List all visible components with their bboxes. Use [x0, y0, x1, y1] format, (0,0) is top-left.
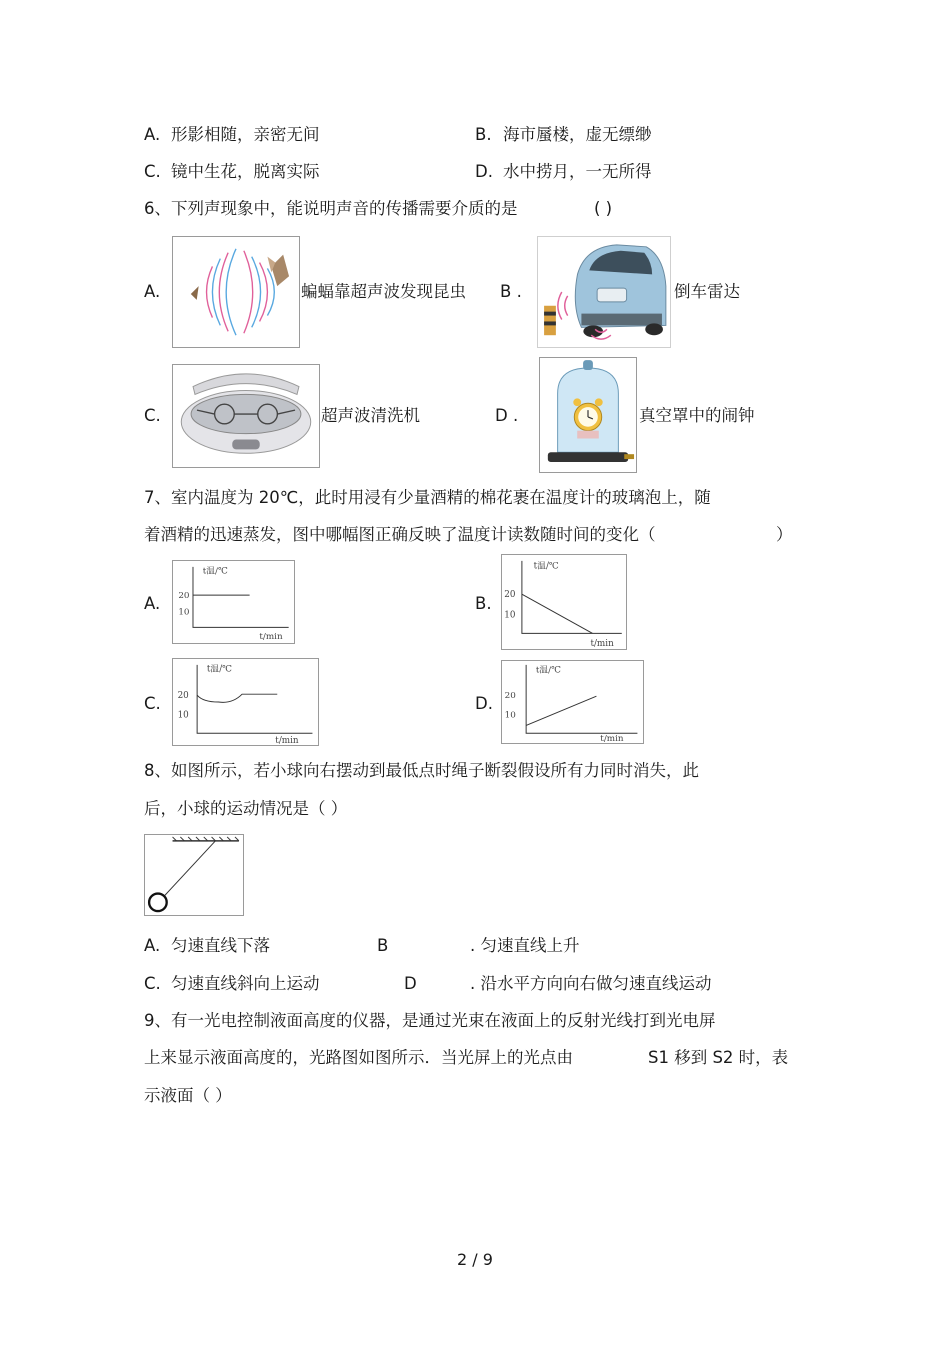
q8-option-b-text: . 匀速直线上升: [470, 936, 580, 955]
graph-c-tick-20: 20: [177, 691, 189, 702]
graph-a: [172, 560, 295, 644]
graph-d-y-label: t温/℃: [535, 665, 561, 676]
q8-option-b-letter: B: [377, 936, 389, 955]
page-number: 2 / 9: [457, 1250, 493, 1269]
q8-option-c-letter: C.: [144, 974, 161, 993]
q6-option-c-letter: C.: [144, 406, 161, 425]
q6-option-b-letter: B .: [500, 282, 522, 301]
q5-option-b-text: 海市蜃楼，虚无缥缈: [503, 125, 652, 144]
q7-paren-close: ）: [776, 525, 793, 544]
q7-option-d-letter: D.: [475, 694, 493, 713]
q5-option-c-text: 镜中生花，脱离实际: [171, 162, 320, 181]
graph-b-x-label: t/min: [590, 639, 614, 649]
q7-option-a-letter: A.: [144, 594, 161, 613]
graph-c-x-label: t/min: [275, 736, 299, 745]
reversing-radar-car-image: [537, 236, 671, 348]
graph-d-x-label: t/min: [600, 734, 624, 743]
q6-option-d-text: 真空罩中的闹钟: [639, 406, 755, 425]
graph-c-curve: [197, 694, 277, 702]
q7-stem-line2: 着酒精的迅速蒸发，图中哪幅图正确反映了温度计读数随时间的变化（: [144, 525, 656, 544]
q7-option-b-letter: B.: [475, 594, 492, 613]
graph-b: [501, 554, 627, 650]
q5-option-d-text: 水中捞月，一无所得: [503, 162, 652, 181]
q8-option-d-letter: D: [404, 974, 417, 993]
q6-stem: 6、下列声现象中，能说明声音的传播需要介质的是: [144, 199, 518, 218]
graph-b-y-label: t温/℃: [533, 561, 559, 572]
q7-stem-line1: 7、室内温度为 20℃，此时用浸有少量酒精的棉花裹在温度计的玻璃泡上，随: [144, 488, 711, 507]
graph-d-curve: [526, 696, 596, 725]
q7-option-c-letter: C.: [144, 694, 161, 713]
graph-c-y-label: t温/℃: [206, 664, 232, 675]
graph-c: [172, 658, 319, 746]
q6-answer-paren: ( ): [594, 199, 613, 218]
q9-line1: 9、有一光电控制液面高度的仪器，是通过光束在液面上的反射光线打到光电屏: [144, 1011, 716, 1030]
bat-sonar-image: [172, 236, 300, 348]
q8-option-d-text: . 沿水平方向向右做匀速直线运动: [470, 974, 712, 993]
q9-line2: 上来显示液面高度的，光路图如图所示．当光屏上的光点由: [144, 1048, 573, 1067]
pendulum-image: [144, 834, 244, 916]
q6-option-a-text: 蝙蝠靠超声波发现昆虫: [301, 282, 466, 301]
q5-option-a-text: 形影相随，亲密无间: [171, 125, 320, 144]
q8-option-a-text: 匀速直线下落: [171, 936, 270, 955]
q5-option-a-letter: A.: [144, 125, 161, 144]
q8-option-a-letter: A.: [144, 936, 161, 955]
q6-option-a-letter: A.: [144, 282, 161, 301]
graph-a-tick-20: 20: [178, 591, 190, 602]
graph-b-tick-20: 20: [504, 590, 516, 601]
q8-option-c-text: 匀速直线斜向上运动: [171, 974, 320, 993]
q8-stem-line2: 后，小球的运动情况是（ ）: [144, 799, 348, 818]
q6-option-d-letter: D .: [495, 406, 519, 425]
graph-b-curve: [522, 594, 593, 633]
graph-d-tick-20: 20: [504, 691, 516, 702]
q6-option-b-text: 倒车雷达: [674, 282, 740, 301]
graph-a-x-label: t/min: [259, 632, 283, 643]
graph-c-tick-10: 10: [177, 710, 189, 721]
ultrasonic-cleaner-image: [172, 364, 320, 468]
graph-a-y-label: t温/℃: [202, 566, 228, 577]
q5-option-c-letter: C.: [144, 162, 161, 181]
q6-option-c-text: 超声波清洗机: [321, 406, 420, 425]
graph-a-tick-10: 10: [178, 607, 190, 618]
graph-d-tick-10: 10: [504, 710, 516, 721]
graph-b-tick-10: 10: [504, 610, 516, 621]
q5-option-d-letter: D.: [475, 162, 493, 181]
q5-option-b-letter: B.: [475, 125, 492, 144]
graph-d: [501, 660, 644, 744]
bell-jar-alarm-clock-image: [539, 357, 637, 473]
q9-line2-end: S1 移到 S2 时，表: [648, 1048, 789, 1067]
q8-stem-line1: 8、如图所示，若小球向右摆动到最低点时绳子断裂假设所有力同时消失，此: [144, 761, 699, 780]
q9-line3: 示液面（ ）: [144, 1086, 232, 1105]
